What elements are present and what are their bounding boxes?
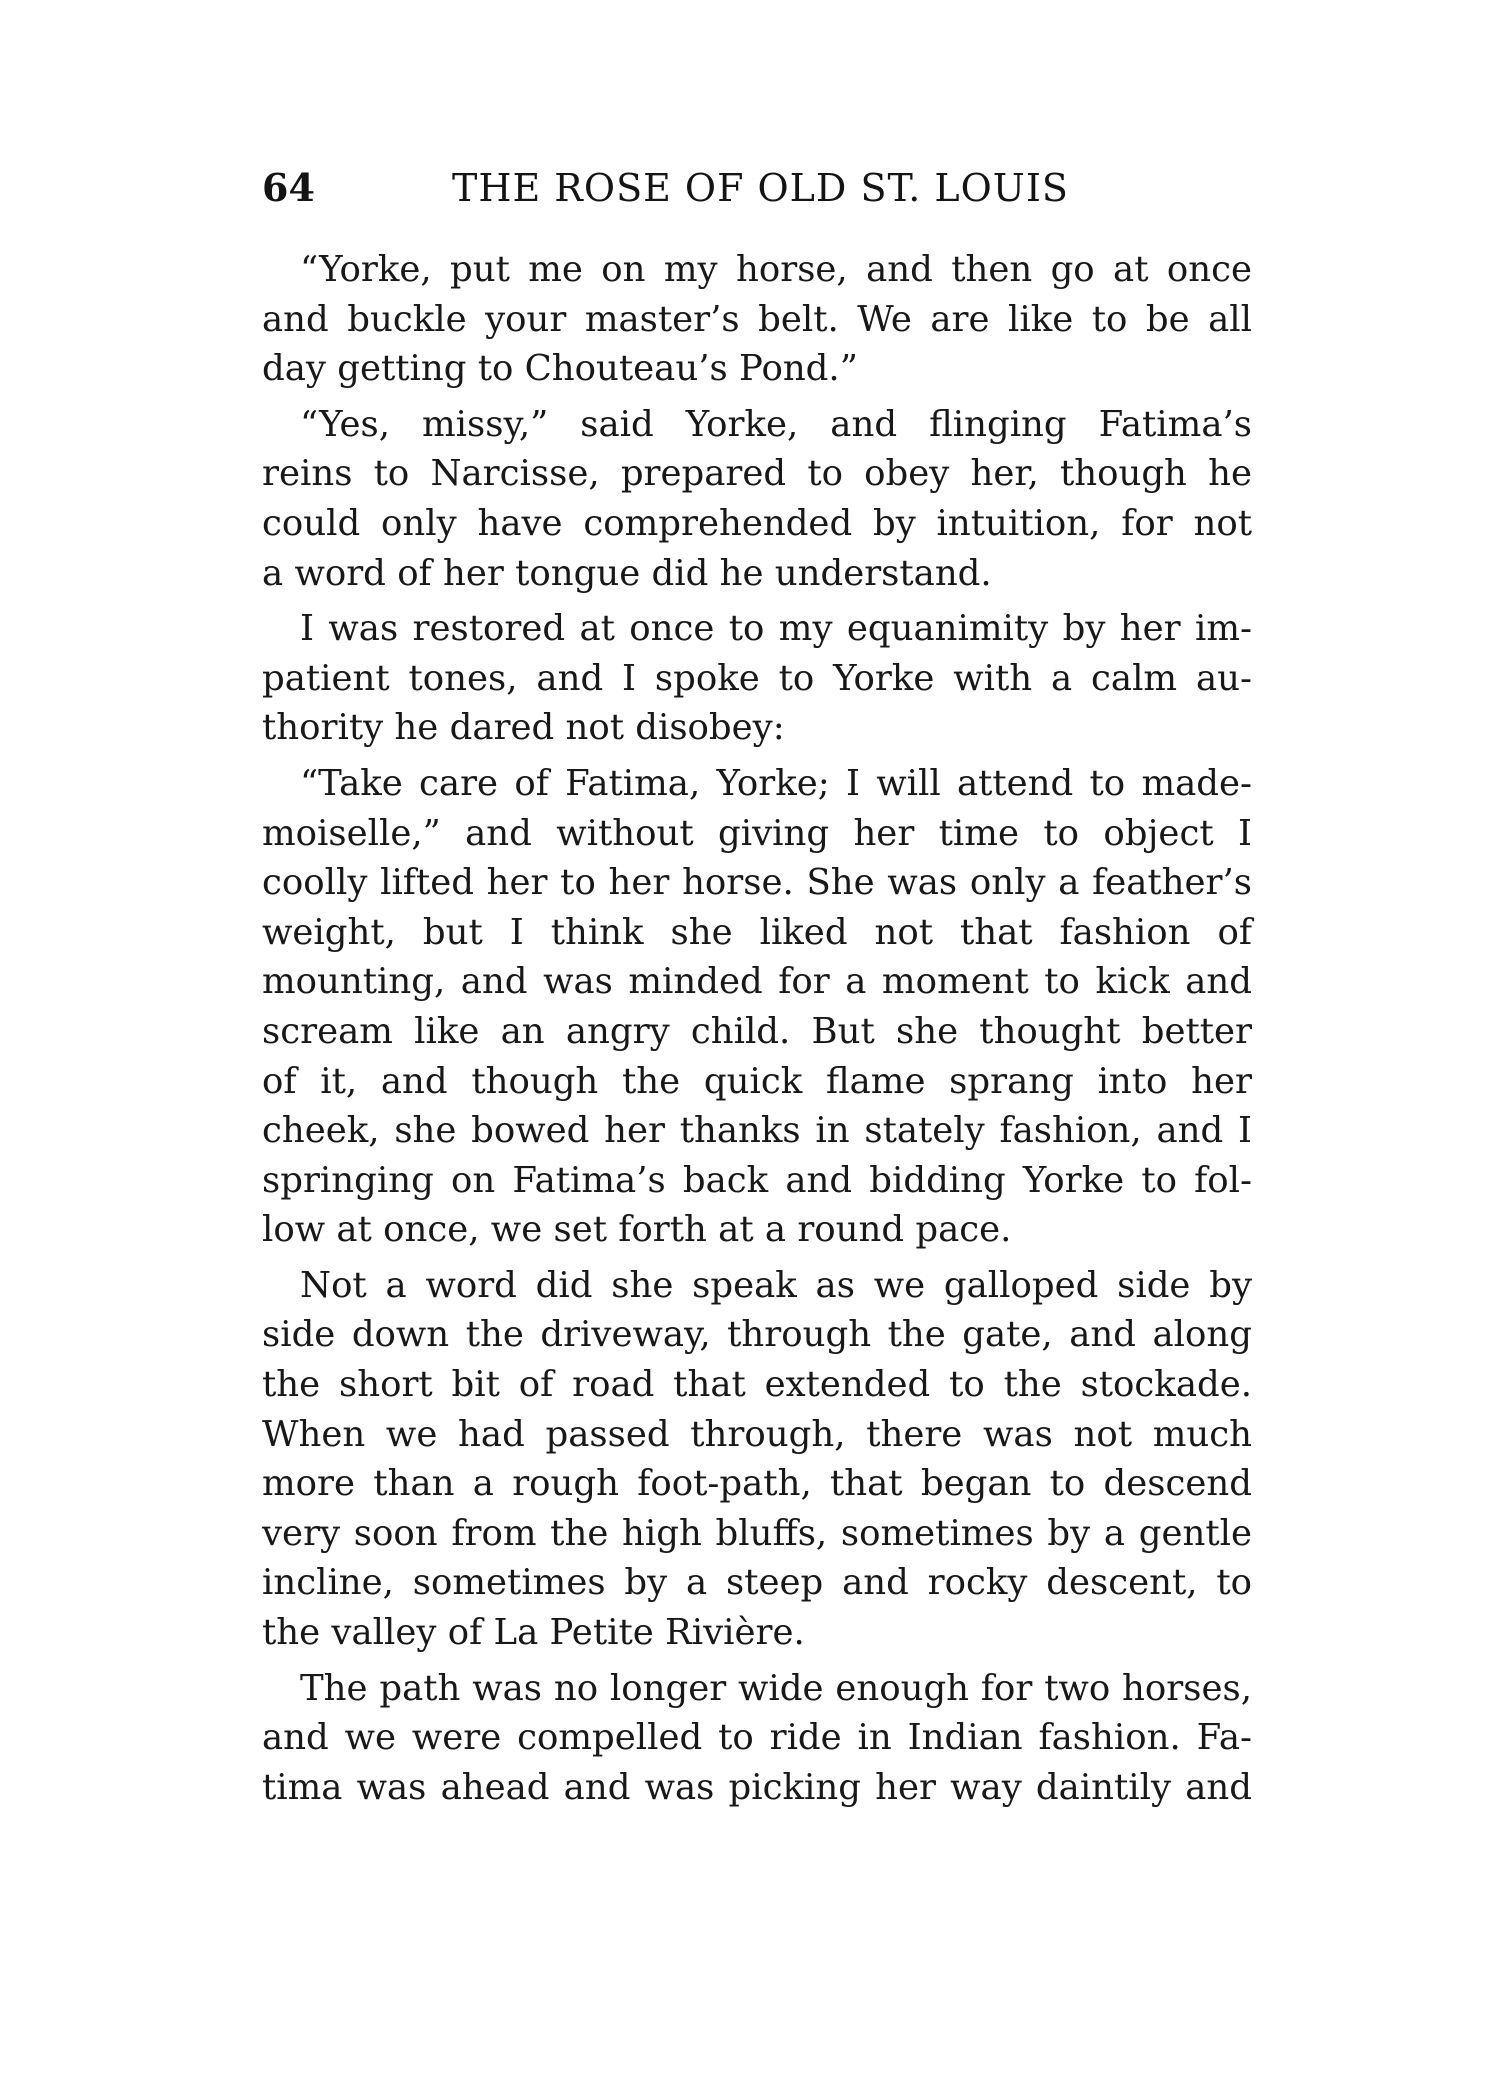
text-line: side down the driveway, through the gate, and along [262,1314,1252,1356]
text-line: tima was ahead and was picking her way daintily and [262,1766,1252,1808]
text-line: weight, but I think she liked not that fashion of [262,911,1252,953]
text-line: scream like an angry child. But she thought better [262,1010,1252,1052]
text-line: very soon from the high bluffs, sometimes by a gentle [262,1512,1252,1554]
page-header [262,158,1272,218]
text-line: low at once, we set forth at a round pace. [262,1209,1012,1251]
text-line: and buckle your master’s belt. We are like to be all [262,298,1252,340]
text-line: thority he dared not disobey: [262,707,785,749]
paragraph [262,604,1252,753]
body-text [262,245,1252,1818]
text-line: incline, sometimes by a steep and rocky descent, to [262,1562,1252,1604]
text-line: of it, and though the quick flame sprang into her [262,1060,1252,1102]
text-line: I was restored at once to my equanimity by her im- [300,608,1252,650]
text-line: the short bit of road that extended to the stockade. [262,1364,1252,1406]
text-line: cheek, she bowed her thanks in stately fashion, and I [262,1110,1252,1152]
text-line: could only have comprehended by intuition, for not [262,502,1252,544]
text-line: coolly lifted her to her horse. She was only a feather’s [262,862,1252,904]
page-number: 64 [262,165,315,210]
text-line: reins to Narcisse, prepared to obey her, though he [262,453,1252,495]
text-line: more than a rough foot-path, that began to descend [262,1463,1252,1505]
text-line: the valley of La Petite Rivière. [262,1612,805,1654]
text-line: moiselle,” and without giving her time to object I [262,812,1252,854]
text-line: The path was no longer wide enough for two horses, [300,1667,1252,1709]
paragraph [262,400,1252,598]
paragraph [262,1261,1252,1658]
text-line: springing on Fatima’s back and bidding Yorke to fol- [262,1159,1252,1201]
text-line: patient tones, and I spoke to Yorke with a calm au- [262,657,1252,699]
text-line: and we were compelled to ride in Indian fashion. Fa- [262,1717,1252,1759]
paragraph [262,245,1252,394]
paragraph [262,1664,1252,1813]
text-line: mounting, and was minded for a moment to kick and [262,961,1252,1003]
text-line: Not a word did she speak as we galloped side by [300,1264,1252,1306]
paragraph [262,759,1252,1255]
text-line: “Yorke, put me on my horse, and then go at once [300,249,1252,290]
text-line: When we had passed through, there was not much [262,1413,1252,1455]
text-line: a word of her tongue did he understand. [262,552,992,594]
text-line: day getting to Chouteau’s Pond.” [262,348,858,390]
text-line: “Yes, missy,” said Yorke, and flinging Fatima’s [300,403,1252,445]
running-title: THE ROSE OF OLD ST. LOUIS [452,166,1069,210]
text-line: “Take care of Fatima, Yorke; I will attend to made- [300,762,1252,804]
